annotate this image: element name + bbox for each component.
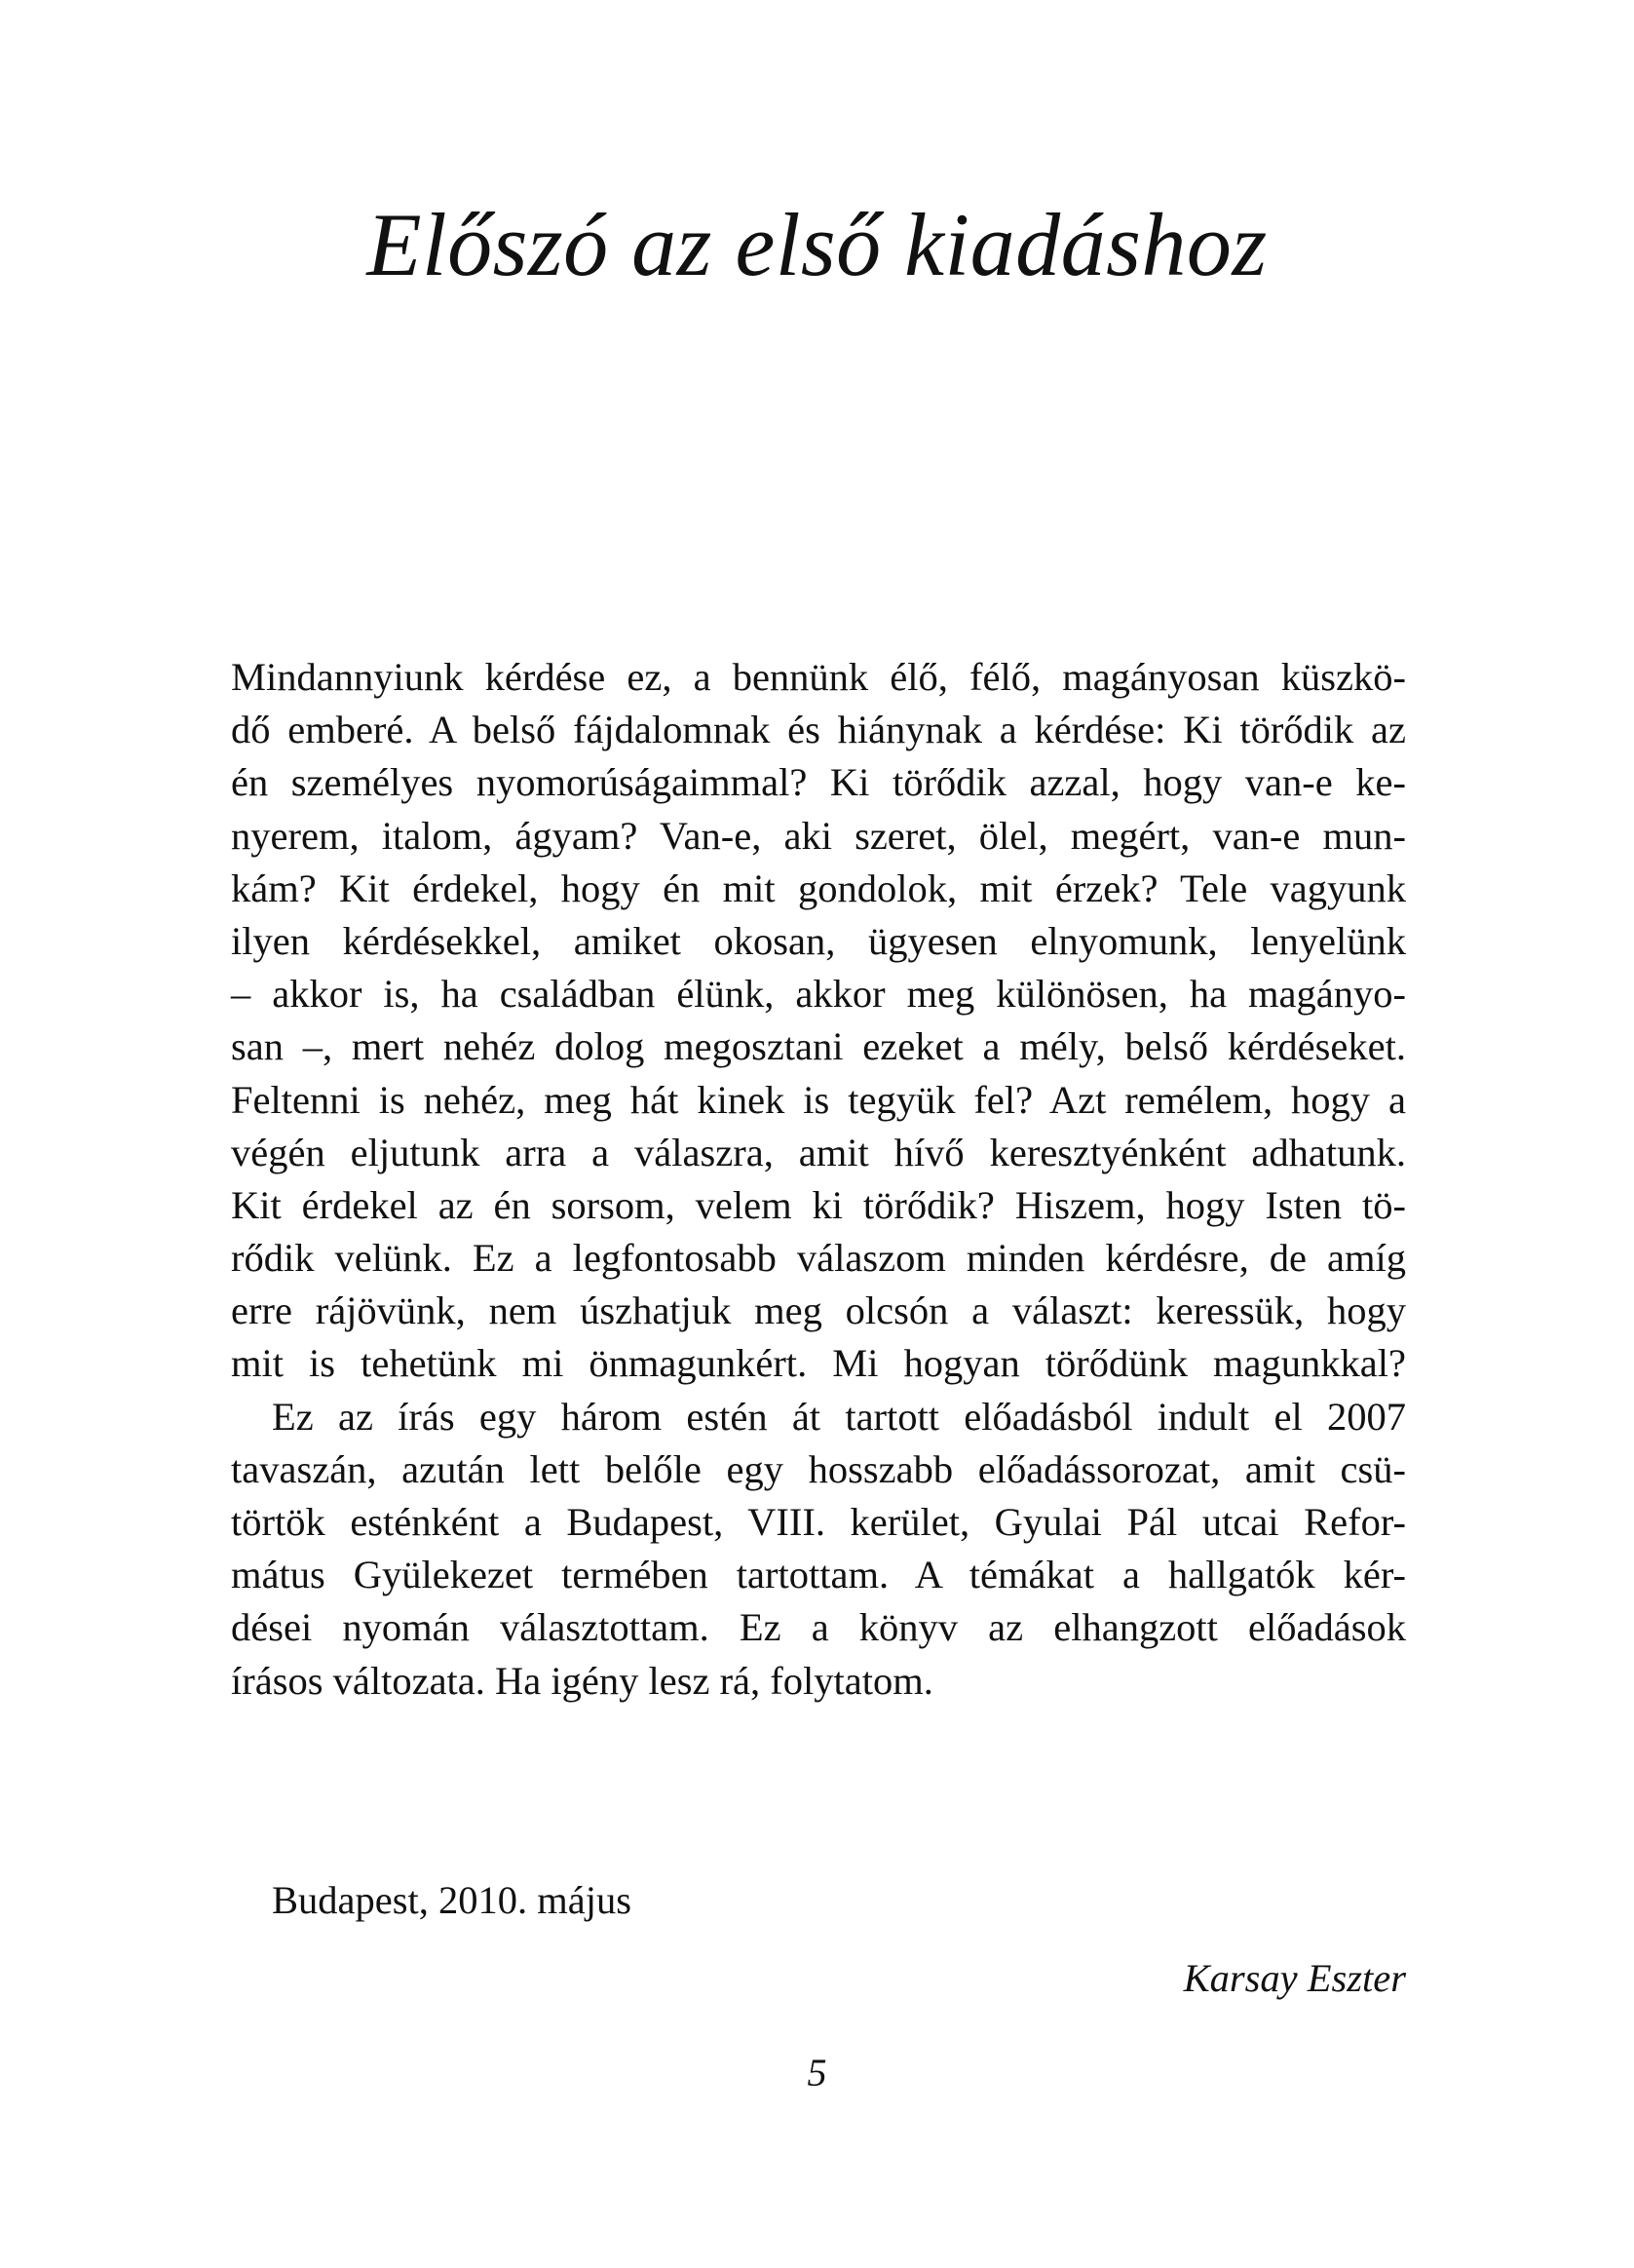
text-line: tavaszán, azután lett belőle egy hosszabb előadássorozat, amit csü- — [231, 1446, 1406, 1491]
text-line: – akkor is, ha családban élünk, akkor meg különösen, ha magányo- — [231, 972, 1406, 1017]
text-line: Ez az írás egy három estén át tartott előadásból indult el 2007 — [272, 1394, 1406, 1439]
body-text — [231, 651, 1406, 1708]
text-line: írásos változata. Ha igény lesz rá, folytatom. — [231, 1658, 933, 1703]
text-line: ilyen kérdésekkel, amiket okosan, ügyesen elnyomunk, lenyelünk — [231, 918, 1406, 963]
text-line: mit is tehetünk mi önmagunkért. Mi hogyan törődünk magunkkal? — [231, 1341, 1406, 1386]
paragraph-2 — [231, 1391, 1406, 1708]
text-line: végén eljutunk arra a válaszra, amit hívő keresztyénként adhatunk. — [231, 1130, 1406, 1174]
text-line: én személyes nyomorúságaimmal? Ki törődik azzal, hogy van-e ke- — [231, 760, 1406, 805]
page-number: 5 — [807, 2051, 827, 2095]
text-line: törtök esténként a Budapest, VIII. kerület, Gyulai Pál utcai Refor- — [231, 1500, 1406, 1544]
text-line: san –, mert nehéz dolog megosztani ezeket a mély, belső kérdéseket. — [231, 1024, 1406, 1069]
text-line: mátus Gyülekezet termében tartottam. A témákat a hallgatók kér- — [231, 1553, 1406, 1597]
text-line: Mindannyiunk kérdése ez, a bennünk élő, félő, magányosan küszkö- — [231, 655, 1406, 699]
author-signature: Karsay Eszter — [1183, 1956, 1406, 2000]
text-line: erre rájövünk, nem úszhatjuk meg olcsón a választ: keressük, hogy — [231, 1288, 1406, 1333]
text-line: Feltenni is nehéz, meg hát kinek is tegyük fel? Azt remélem, hogy a — [231, 1077, 1406, 1122]
text-line: kám? Kit érdekel, hogy én mit gondolok, mit érzek? Tele vagyunk — [231, 865, 1406, 910]
text-line: dései nyomán választottam. Ez a könyv az elhangzott előadások — [231, 1605, 1406, 1650]
text-line: Kit érdekel az én sorsom, velem ki törődik? Hiszem, hogy Isten tö- — [231, 1182, 1406, 1227]
text-line: rődik velünk. Ez a legfontosabb válaszom minden kérdésre, de amíg — [231, 1236, 1406, 1281]
dateline: Budapest, 2010. május — [272, 1878, 631, 1922]
paragraph-1 — [231, 651, 1406, 1391]
chapter-title: Előszó az első kiadáshoz — [366, 195, 1268, 294]
text-line: nyerem, italom, ágyam? Van-e, aki szeret, ölel, megért, van-e mun- — [231, 813, 1406, 858]
text-line: dő emberé. A belső fájdalomnak és hiánynak a kérdése: Ki törődik az — [231, 708, 1406, 752]
